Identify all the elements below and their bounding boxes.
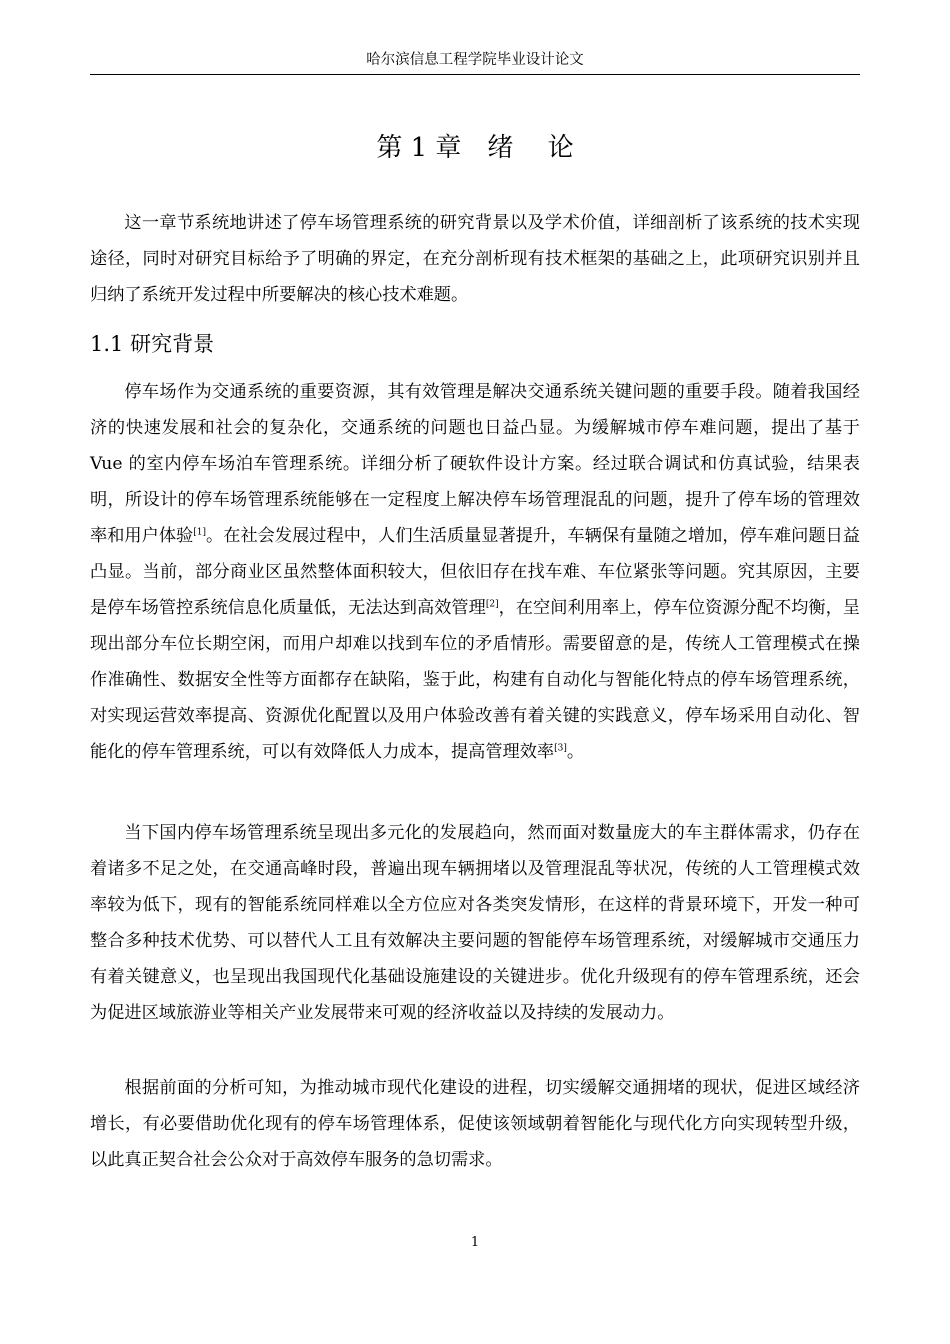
paragraph-text: 。在社会发展过程中，人们生活质量显著提升，车辆保有量随之增加，停车难问题日益凸显。当前，部分商业区虽然整体面积较大，但依旧存在找车难、车位紧张等问题。究其原因，主要是停车场管控系统信息化质量低，无法达到高效管理: [90, 526, 860, 618]
background-paragraph-3: 根据前面的分析可知，为推动城市现代化建设的进程，切实缓解交通拥堵的现状，促进区域经济增长，有必要借助优化现有的停车场管理体系，促使该领域朝着智能化与现代化方向实现转型升级，以此真正契合社会公众对于高效停车服务的急切需求。: [90, 1078, 860, 1170]
paragraph-text: ，在空间利用率上，停车位资源分配不均衡，呈现出部分车位长期空闲，而用户却难以找到车位的矛盾情形。需要留意的是，传统人工管理模式在操作准确性、数据安全性等方面都存在缺陷，鉴于此，构建有自动化与智能化特点的停车场管理系统，对实现运营效率提高、资源优化配置以及用户体验改善有着关键的实践意义，停车场采用自动化、智能化的停车管理系统，可以有效降低人力成本，提高管理效率: [90, 598, 860, 762]
chapter-title: 第 1 章 绪 论: [376, 133, 574, 163]
section-heading: 1.1 研究背景: [90, 332, 215, 356]
citation-ref: [1]: [193, 527, 207, 538]
citation-ref: [2]: [485, 599, 499, 610]
paragraph-text: 停车场作为交通系统的重要资源，其有效管理是解决交通系统关键问题的重要手段。随着我国经济的快速发展和社会的复杂化，交通系统的问题也日益凸显。为缓解城市停车难问题，提出了基于 Vue 的室内停车场泊车管理系统。详细分析了硬软件设计方案。经过联合调试和仿真试验，结果表明，所设计的停车场管理系统能够在一定程度上解决停车场管理混乱的问题，提升了停车场的管理效率和用户体验: [90, 382, 860, 546]
paragraph-text: 。: [566, 742, 585, 762]
citation-ref: [3]: [554, 743, 567, 754]
intro-paragraph: 这一章节系统地讲述了停车场管理系统的研究背景以及学术价值，详细剖析了该系统的技术实现途径，同时对研究目标给予了明确的界定，在充分剖析现有技术框架的基础之上，此项研究识别并且归纳了系统开发过程中所要解决的核心技术难题。: [90, 213, 860, 305]
background-paragraph-1: [90, 374, 860, 770]
page-number: 1: [470, 1235, 480, 1250]
header-title: 哈尔滨信息工程学院毕业设计论文: [366, 52, 584, 68]
page-header: [90, 48, 860, 75]
background-paragraph-2: 当下国内停车场管理系统呈现出多元化的发展趋向，然而面对数量庞大的车主群体需求，仍存在着诸多不足之处，在交通高峰时段，普遍出现车辆拥堵以及管理混乱等状况，传统的人工管理模式效率较为低下，现有的智能系统同样难以全方位应对各类突发情形，在这样的背景环境下，开发一种可整合多种技术优势、可以替代人工且有效解决主要问题的智能停车场管理系统，对缓解城市交通压力有着关键意义，也呈现出我国现代化基础设施建设的关键进步。优化升级现有的停车管理系统，还会为促进区域旅游业等相关产业发展带来可观的经济收益以及持续的发展动力。: [90, 823, 860, 1023]
